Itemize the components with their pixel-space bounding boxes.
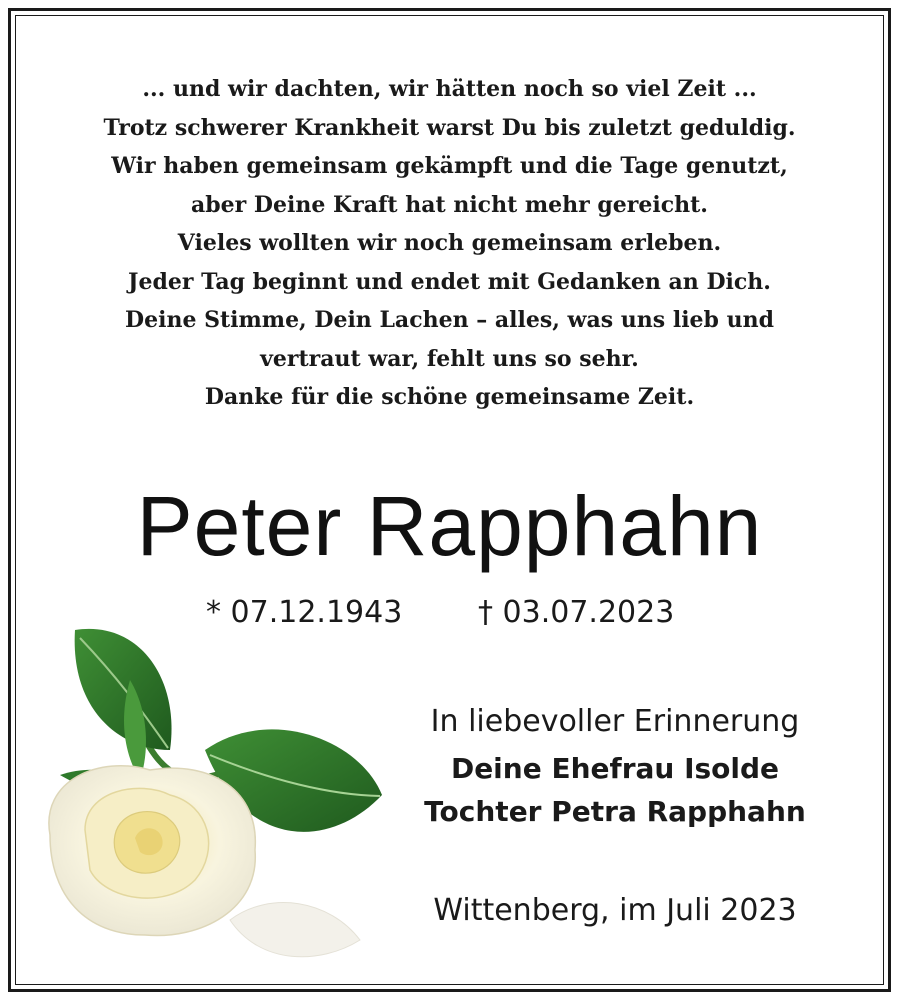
- place-date: Wittenberg, im Juli 2023: [433, 893, 797, 928]
- deceased-name: Peter Rapphahn: [136, 479, 763, 573]
- family-member-daughter: Tochter Petra Rapphahn: [424, 795, 806, 828]
- death-date: † 03.07.2023: [478, 595, 675, 630]
- poem-line: Deine Stimme, Dein Lachen – alles, was uns lieb und: [125, 307, 774, 333]
- family-member-spouse: Deine Ehefrau Isolde: [450, 752, 780, 785]
- poem-line: Vieles wollten wir noch gemeinsam erleben.: [177, 230, 722, 256]
- poem-line: ... und wir dachten, wir hätten noch so viel Zeit ...: [142, 76, 757, 102]
- memorial-intro: In liebevoller Erinnerung: [430, 704, 800, 739]
- poem-line: vertraut war, fehlt uns so sehr.: [260, 345, 639, 372]
- poem-line: Danke für die schöne gemeinsame Zeit.: [204, 384, 695, 410]
- birth-date: * 07.12.1943: [206, 595, 403, 630]
- poem-line: Trotz schwerer Krankheit warst Du bis zuletzt geduldig.: [103, 114, 796, 141]
- poem-line: aber Deine Kraft hat nicht mehr gereicht.: [191, 191, 708, 218]
- white-rose-icon: [30, 620, 390, 980]
- poem-line: Jeder Tag beginnt und endet mit Gedanken an Dich.: [128, 268, 771, 295]
- poem-line: Wir haben gemeinsam gekämpft und die Tage genutzt,: [111, 153, 788, 179]
- poem-text: [0, 70, 899, 417]
